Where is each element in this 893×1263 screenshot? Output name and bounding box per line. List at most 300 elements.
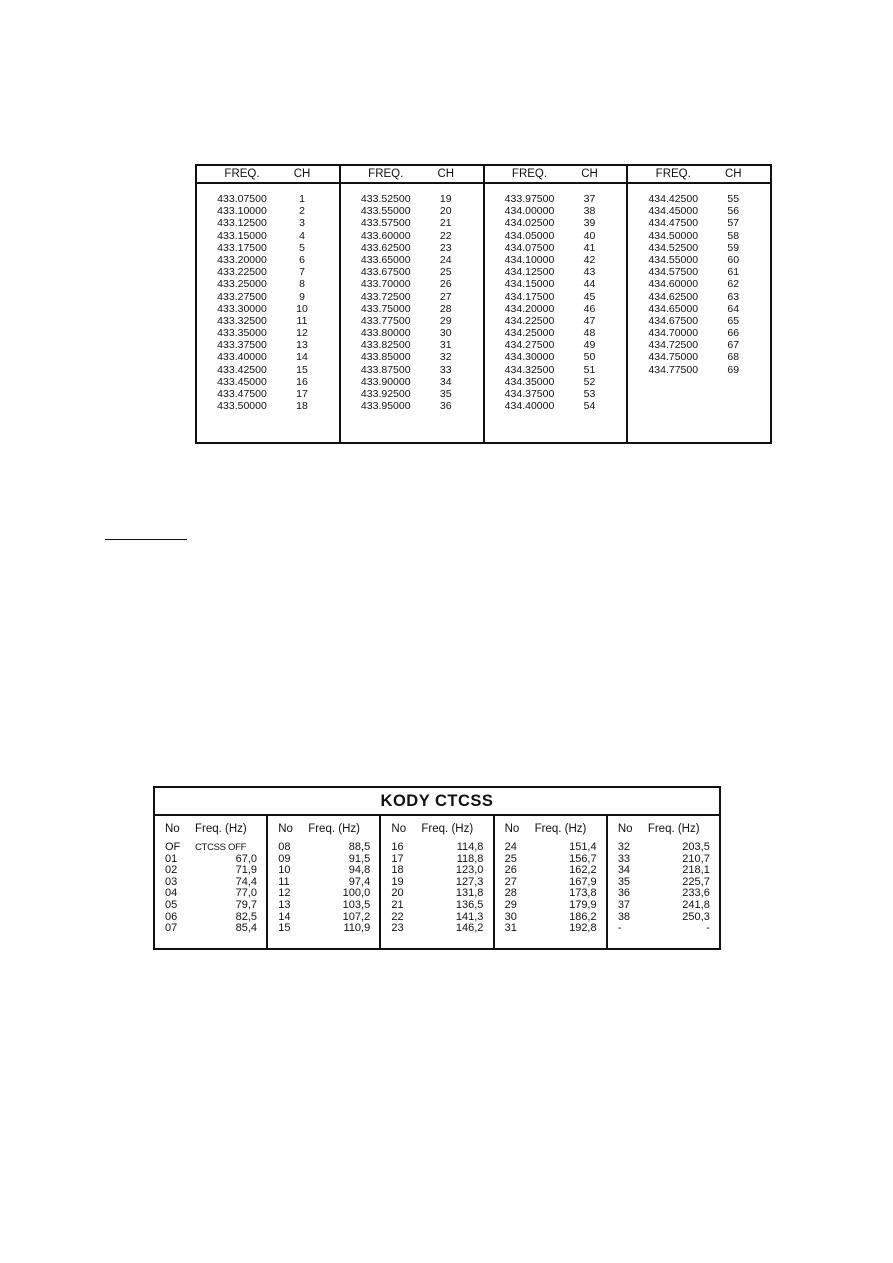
no-cell: 01 xyxy=(165,852,178,865)
freq-cell: 434.60000 xyxy=(648,278,699,291)
table-row xyxy=(341,205,483,217)
freq-column-header xyxy=(628,166,770,184)
ctcss-column-header xyxy=(618,822,719,836)
freq-cell: 434.25000 xyxy=(504,327,555,340)
freq-column xyxy=(339,166,483,442)
hz-cell: 186,2 xyxy=(569,910,597,923)
ch-cell: 13 xyxy=(296,339,308,352)
ctcss-column xyxy=(266,816,379,950)
table-row xyxy=(197,230,339,242)
table-row xyxy=(341,193,483,205)
hz-cell: 82,5 xyxy=(235,910,257,923)
ch-cell: 50 xyxy=(583,351,596,364)
ch-cell: 65 xyxy=(727,314,740,327)
table-row xyxy=(197,303,339,315)
table-row xyxy=(505,842,606,854)
no-cell: 21 xyxy=(391,898,404,911)
freq-cell: 433.17500 xyxy=(217,241,267,254)
freq-column-header xyxy=(341,166,483,184)
no-cell: 18 xyxy=(391,864,404,877)
table-row xyxy=(341,351,483,363)
ch-cell: 21 xyxy=(439,217,452,230)
ch-cell: 42 xyxy=(583,253,596,266)
no-cell: 24 xyxy=(504,841,517,853)
freq-cell: 434.67500 xyxy=(648,314,699,327)
hz-cell: 85,4 xyxy=(235,922,257,935)
hz-cell: 97,4 xyxy=(348,875,371,888)
ch-cell: 59 xyxy=(727,241,740,254)
no-cell: 25 xyxy=(504,852,517,865)
ch-cell: 52 xyxy=(583,375,596,388)
no-cell: 13 xyxy=(278,898,291,911)
freq-cell: 434.12500 xyxy=(504,266,555,279)
no-cell: - xyxy=(617,922,622,935)
ch-cell: 51 xyxy=(583,363,596,376)
ch-cell: 7 xyxy=(299,266,305,279)
hz-header: Freq. (Hz) xyxy=(421,823,474,835)
no-cell: 34 xyxy=(617,864,631,877)
table-row xyxy=(391,923,492,935)
ch-cell: 48 xyxy=(583,327,596,340)
ch-cell: 6 xyxy=(299,253,305,266)
ch-cell: 63 xyxy=(727,290,740,303)
ch-cell: 19 xyxy=(439,193,452,205)
ch-cell: 37 xyxy=(583,193,596,205)
freq-cell: 433.37500 xyxy=(217,339,267,352)
table-row xyxy=(628,205,770,217)
no-header: No xyxy=(278,823,293,835)
ch-cell: 27 xyxy=(439,290,452,303)
no-cell: 30 xyxy=(504,910,517,923)
hz-cell: 127,3 xyxy=(455,875,484,888)
ch-cell: 5 xyxy=(299,241,305,254)
ch-cell: 44 xyxy=(583,278,596,291)
freq-cell: 433.77500 xyxy=(360,314,411,327)
table-row xyxy=(341,400,483,412)
ch-cell: 61 xyxy=(727,266,740,279)
ch-cell: 9 xyxy=(299,290,305,303)
freq-cell: 434.05000 xyxy=(504,229,555,242)
table-row xyxy=(628,254,770,266)
ch-cell: 20 xyxy=(439,205,452,218)
freq-column xyxy=(626,166,770,442)
ch-cell: 69 xyxy=(727,363,740,376)
no-cell: 37 xyxy=(617,898,631,911)
freq-header: FREQ. xyxy=(224,168,260,180)
ch-cell: 49 xyxy=(583,339,596,352)
table-row xyxy=(485,351,627,363)
table-row xyxy=(197,400,339,412)
table-row xyxy=(628,315,770,327)
table-row xyxy=(485,364,627,376)
freq-cell: 433.25000 xyxy=(217,278,267,291)
freq-column-body xyxy=(197,184,339,412)
table-row xyxy=(341,376,483,388)
table-row xyxy=(391,900,492,912)
table-row xyxy=(628,242,770,254)
table-row xyxy=(628,327,770,339)
table-row xyxy=(341,266,483,278)
hz-cell: 131,8 xyxy=(455,887,484,900)
freq-cell: 434.00000 xyxy=(504,205,555,218)
freq-cell: 434.17500 xyxy=(504,290,555,303)
table-row xyxy=(197,266,339,278)
table-row xyxy=(485,230,627,242)
freq-cell: 433.92500 xyxy=(360,388,411,400)
no-cell: 20 xyxy=(391,887,404,900)
freq-column-header xyxy=(485,166,627,184)
table-row xyxy=(628,339,770,351)
table-row xyxy=(197,242,339,254)
hz-cell: 241,8 xyxy=(682,898,710,911)
ch-cell: 16 xyxy=(296,375,308,388)
no-cell: 12 xyxy=(278,887,291,900)
channel-frequency-table xyxy=(195,164,772,444)
table-row xyxy=(618,912,719,924)
hz-cell: 233,6 xyxy=(682,887,710,900)
ch-cell: 34 xyxy=(439,375,452,388)
freq-cell: 433.10000 xyxy=(217,205,267,218)
freq-column xyxy=(197,166,339,442)
table-row xyxy=(485,315,627,327)
ch-cell: 1 xyxy=(299,193,305,205)
hz-cell: 110,9 xyxy=(343,922,371,935)
table-row xyxy=(341,388,483,400)
ch-cell: 40 xyxy=(583,229,596,242)
freq-cell: 433.30000 xyxy=(217,302,267,315)
no-cell: 23 xyxy=(391,922,404,935)
freq-cell: 434.50000 xyxy=(648,229,699,242)
table-row xyxy=(485,278,627,290)
freq-cell: 433.20000 xyxy=(217,253,267,266)
no-cell: 06 xyxy=(165,910,178,923)
table-row xyxy=(628,291,770,303)
table-row xyxy=(165,923,266,935)
table-row xyxy=(341,303,483,315)
hz-cell: - xyxy=(706,922,710,935)
ch-cell: 26 xyxy=(439,278,452,291)
freq-cell: 433.65000 xyxy=(360,253,411,266)
no-cell: 14 xyxy=(278,910,291,923)
freq-cell: 433.55000 xyxy=(360,205,411,218)
ch-cell: 31 xyxy=(439,339,452,352)
freq-cell: 433.90000 xyxy=(360,375,411,388)
freq-header: FREQ. xyxy=(368,168,404,180)
no-cell: 31 xyxy=(504,922,517,935)
freq-cell: 433.15000 xyxy=(217,229,267,242)
ctcss-code-table xyxy=(153,786,721,950)
freq-cell: 433.75000 xyxy=(360,302,411,315)
ch-cell: 41 xyxy=(583,241,596,254)
no-cell: 36 xyxy=(617,887,631,900)
ch-cell: 11 xyxy=(296,314,308,327)
table-row xyxy=(278,900,379,912)
ch-cell: 4 xyxy=(299,229,305,242)
table-row xyxy=(341,339,483,351)
freq-cell: 434.77500 xyxy=(648,363,699,376)
table-row xyxy=(628,278,770,290)
no-cell: 19 xyxy=(391,875,404,888)
freq-cell: 434.02500 xyxy=(504,217,555,230)
ch-cell: 68 xyxy=(727,351,740,364)
ch-cell: 64 xyxy=(727,302,740,315)
hz-cell: 136,5 xyxy=(455,898,484,911)
hz-header: Freq. (Hz) xyxy=(308,823,360,835)
freq-cell: 434.27500 xyxy=(504,339,555,352)
freq-cell: 434.35000 xyxy=(504,375,555,388)
no-cell: 32 xyxy=(617,841,631,853)
freq-header: FREQ. xyxy=(511,168,548,180)
ch-cell: 62 xyxy=(727,278,740,291)
hz-cell: 225,7 xyxy=(682,875,710,888)
hz-cell: 173,8 xyxy=(569,887,597,900)
no-cell: 38 xyxy=(617,910,631,923)
hz-cell: CTCSS OFF xyxy=(195,842,247,853)
table-row xyxy=(485,388,627,400)
ch-cell: 8 xyxy=(299,278,305,291)
table-row xyxy=(485,242,627,254)
ch-cell: 60 xyxy=(727,253,740,266)
table-row xyxy=(628,364,770,376)
ch-cell: 3 xyxy=(299,217,305,230)
freq-cell: 434.65000 xyxy=(648,302,699,315)
hz-cell: 74,4 xyxy=(235,875,257,888)
no-cell: 28 xyxy=(504,887,517,900)
table-row xyxy=(197,339,339,351)
hz-cell: 79,7 xyxy=(235,898,257,911)
freq-cell: 433.42500 xyxy=(217,363,267,376)
ch-header: CH xyxy=(293,168,311,180)
no-cell: 27 xyxy=(504,875,517,888)
hz-cell: 218,1 xyxy=(682,864,710,877)
hz-cell: 67,0 xyxy=(235,852,257,865)
no-header: No xyxy=(391,823,407,835)
freq-cell: 433.97500 xyxy=(504,193,555,205)
freq-cell: 433.27500 xyxy=(217,290,267,303)
freq-cell: 434.70000 xyxy=(648,327,699,340)
table-row xyxy=(628,303,770,315)
no-cell: 22 xyxy=(391,910,404,923)
table-row xyxy=(505,900,606,912)
no-cell: 15 xyxy=(278,922,291,935)
ch-cell: 18 xyxy=(296,400,308,413)
ch-cell: 17 xyxy=(296,388,308,400)
ctcss-columns xyxy=(155,816,719,950)
table-row xyxy=(197,254,339,266)
ch-cell: 66 xyxy=(727,327,740,340)
hz-cell: 250,3 xyxy=(682,910,710,923)
freq-column-body xyxy=(628,184,770,376)
table-row xyxy=(197,351,339,363)
ch-header: CH xyxy=(437,168,455,180)
hz-cell: 118,8 xyxy=(456,852,484,865)
hz-cell: 94,8 xyxy=(348,864,371,877)
freq-cell: 434.42500 xyxy=(648,193,699,205)
ch-cell: 67 xyxy=(727,339,740,352)
table-row xyxy=(485,217,627,229)
table-row xyxy=(485,303,627,315)
table-row xyxy=(197,278,339,290)
ch-cell: 58 xyxy=(727,229,740,242)
ctcss-column xyxy=(606,816,719,950)
ch-cell: 10 xyxy=(296,302,308,315)
table-row xyxy=(341,254,483,266)
freq-cell: 433.80000 xyxy=(360,327,411,340)
hz-cell: 146,2 xyxy=(455,922,484,935)
ctcss-column xyxy=(155,816,266,950)
ch-cell: 45 xyxy=(583,290,596,303)
freq-cell: 433.22500 xyxy=(217,266,267,279)
ch-cell: 33 xyxy=(439,363,452,376)
freq-column-header xyxy=(197,166,339,184)
table-row xyxy=(278,923,379,935)
table-row xyxy=(485,400,627,412)
table-row xyxy=(197,217,339,229)
ch-cell: 28 xyxy=(439,302,452,315)
no-cell: 26 xyxy=(504,864,517,877)
table-row xyxy=(485,205,627,217)
freq-cell: 433.62500 xyxy=(360,241,411,254)
table-row xyxy=(618,842,719,854)
freq-cell: 433.85000 xyxy=(360,351,411,364)
ch-cell: 35 xyxy=(439,388,452,400)
freq-header: FREQ. xyxy=(655,168,691,180)
freq-cell: 434.15000 xyxy=(504,278,555,291)
ch-cell: 29 xyxy=(439,314,452,327)
hz-cell: 167,9 xyxy=(569,875,597,888)
ch-cell: 14 xyxy=(296,351,308,364)
freq-cell: 434.10000 xyxy=(504,253,555,266)
table-row xyxy=(341,242,483,254)
table-row xyxy=(341,230,483,242)
table-row xyxy=(197,193,339,205)
table-row xyxy=(341,278,483,290)
freq-cell: 434.55000 xyxy=(648,253,699,266)
freq-cell: 433.40000 xyxy=(217,351,267,364)
freq-cell: 433.32500 xyxy=(217,314,267,327)
table-row xyxy=(628,230,770,242)
ch-cell: 47 xyxy=(583,314,596,327)
table-row xyxy=(197,205,339,217)
freq-cell: 433.47500 xyxy=(217,388,267,400)
hz-cell: 151,4 xyxy=(569,841,597,853)
table-row xyxy=(505,923,606,935)
table-row xyxy=(485,193,627,205)
underline-rule xyxy=(105,539,187,540)
no-header: No xyxy=(504,823,520,835)
hz-cell: 77,0 xyxy=(235,887,257,900)
ch-cell: 57 xyxy=(727,217,740,230)
ch-cell: 38 xyxy=(583,205,596,218)
freq-cell: 434.47500 xyxy=(648,217,699,230)
no-cell: 10 xyxy=(278,864,291,877)
ctcss-column-header xyxy=(505,822,606,836)
ch-cell: 53 xyxy=(583,388,596,400)
hz-cell: 179,9 xyxy=(569,898,597,911)
table-row xyxy=(628,351,770,363)
freq-cell: 433.60000 xyxy=(360,229,411,242)
freq-cell: 434.72500 xyxy=(648,339,699,352)
ch-cell: 54 xyxy=(583,400,596,413)
freq-cell: 434.57500 xyxy=(648,266,699,279)
table-row xyxy=(197,364,339,376)
freq-cell: 434.75000 xyxy=(648,351,699,364)
ctcss-column-header xyxy=(391,822,492,836)
freq-cell: 434.45000 xyxy=(648,205,699,218)
freq-cell: 434.37500 xyxy=(504,388,555,400)
freq-cell: 434.62500 xyxy=(648,290,699,303)
ch-cell: 25 xyxy=(439,266,452,279)
table-row xyxy=(165,842,266,854)
ch-cell: 55 xyxy=(727,193,740,205)
no-cell: 02 xyxy=(165,864,178,877)
ch-cell: 2 xyxy=(299,205,305,218)
freq-column-body xyxy=(485,184,627,412)
hz-header: Freq. (Hz) xyxy=(647,823,700,835)
freq-column-body xyxy=(341,184,483,412)
ctcss-table-title: KODY CTCSS xyxy=(155,788,719,816)
no-cell: 03 xyxy=(165,875,178,888)
hz-cell: 114,8 xyxy=(456,841,484,853)
no-header: No xyxy=(617,823,633,835)
ch-cell: 56 xyxy=(727,205,740,218)
ch-cell: 22 xyxy=(439,229,452,242)
freq-cell: 433.52500 xyxy=(360,193,411,205)
table-row xyxy=(341,217,483,229)
no-cell: 17 xyxy=(391,852,404,865)
ch-header: CH xyxy=(581,168,598,180)
ch-cell: 30 xyxy=(439,327,452,340)
ctcss-column-header xyxy=(278,822,379,836)
table-row xyxy=(341,291,483,303)
hz-cell: 210,7 xyxy=(682,852,710,865)
table-row xyxy=(278,842,379,854)
hz-cell: 156,7 xyxy=(569,852,597,865)
ch-cell: 23 xyxy=(439,241,452,254)
table-row xyxy=(197,376,339,388)
freq-column xyxy=(483,166,627,442)
ch-cell: 12 xyxy=(296,327,308,340)
no-cell: OF xyxy=(165,841,181,853)
table-row xyxy=(485,376,627,388)
table-row xyxy=(628,266,770,278)
table-row xyxy=(628,217,770,229)
ch-header: CH xyxy=(724,168,742,180)
table-row xyxy=(391,842,492,854)
no-cell: 33 xyxy=(617,852,631,865)
table-row xyxy=(618,900,719,912)
table-row xyxy=(165,900,266,912)
freq-cell: 433.35000 xyxy=(217,327,267,340)
ch-cell: 32 xyxy=(439,351,452,364)
hz-cell: 141,3 xyxy=(455,910,484,923)
freq-cell: 434.32500 xyxy=(504,363,555,376)
freq-cell: 433.50000 xyxy=(217,400,267,413)
hz-cell: 107,2 xyxy=(342,910,371,923)
hz-cell: 103,5 xyxy=(342,898,371,911)
no-cell: 08 xyxy=(278,841,291,853)
freq-cell: 434.07500 xyxy=(504,241,555,254)
table-row xyxy=(485,266,627,278)
table-row xyxy=(197,327,339,339)
no-cell: 09 xyxy=(278,852,291,865)
no-header: No xyxy=(165,823,180,835)
hz-cell: 203,5 xyxy=(682,841,710,853)
hz-cell: 71,9 xyxy=(235,864,257,877)
freq-cell: 433.67500 xyxy=(360,266,411,279)
table-row xyxy=(341,364,483,376)
ctcss-column-header xyxy=(165,822,266,836)
